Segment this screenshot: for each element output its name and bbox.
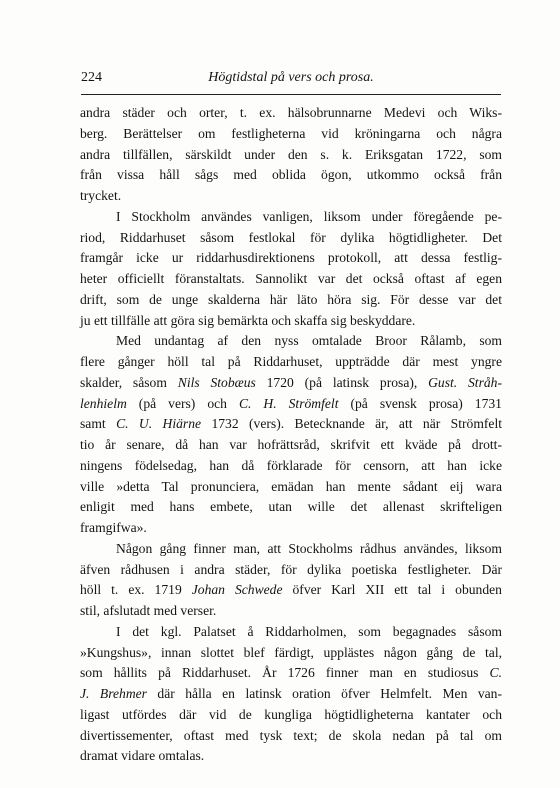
- text-segment: I det kgl. Palatset å Riddarholmen, som begagnades såsom: [116, 623, 502, 639]
- text-line: [80, 663, 502, 684]
- paragraph: [80, 103, 502, 207]
- text-segment: divertissementer, oftast med tysk text; de skola nedan på tal om: [80, 727, 502, 743]
- text-segment: från vissa håll sågs med oblida ögon, utkommo också från: [80, 167, 502, 183]
- text-line: [80, 311, 502, 332]
- text-segment: tio år senare, då han var hofrättsråd, skrifvit ett kväde på drott-: [80, 437, 502, 452]
- text-segment: äfven rådhusen i andra städer, för dylika poetiska festligheter. Där: [80, 561, 502, 577]
- text-segment: öfver Karl XII ett tal i obunden: [282, 582, 502, 598]
- text-segment: stil, afslutadt med verser.: [80, 603, 217, 618]
- text-line: [80, 248, 502, 269]
- text-line: [80, 269, 502, 290]
- text-segment: som hållits på Riddarhuset. År 1726 finner man en studiosus: [80, 665, 490, 681]
- text-segment: berg. Berättelser om festligheterna vid kröningarna och några: [80, 125, 502, 141]
- text-line: [80, 643, 502, 664]
- text-segment: 1732 (vers). Betecknande är, att när Strömfelt: [201, 416, 503, 432]
- text-segment: dramat vidare omtalas.: [80, 748, 205, 764]
- text-line: [80, 352, 502, 373]
- italic-name: C. H. Strömfelt: [238, 395, 339, 411]
- text-segment: trycket.: [80, 188, 122, 203]
- header-rule: [81, 94, 501, 95]
- text-line: [80, 103, 502, 124]
- text-line: [80, 165, 502, 186]
- text-segment: ligast utfördes där vid de kungliga högtidligheterna kantater och: [80, 706, 502, 722]
- paragraph: [80, 539, 502, 622]
- text-segment: framgår icke ur riddarhusdirektionens protokoll, att dessa festlig-: [80, 250, 502, 266]
- text-segment: ju ett tillfälle att göra sig bemärkta och skaffa sig beskyddare.: [80, 312, 416, 328]
- text-segment: I Stockholm användes vanligen, liksom under föregående pe-: [116, 208, 502, 224]
- text-segment: ningens födelsedag, han då förklarade för censorn, att han icke: [80, 457, 502, 473]
- text-line: [80, 456, 502, 477]
- paragraph: [80, 207, 502, 332]
- text-segment: 1720 (på latinsk prosa),: [255, 374, 429, 390]
- text-segment: höll t. ex. 1719: [80, 582, 192, 598]
- italic-name: C. U. Hiärne: [116, 416, 202, 432]
- text-line: [80, 601, 502, 622]
- text-segment: (på vers) och: [126, 395, 239, 411]
- text-line: [80, 414, 502, 435]
- text-line: [80, 705, 502, 726]
- paragraph: [80, 622, 502, 767]
- text-line: [80, 477, 502, 498]
- page-number: 224: [81, 70, 102, 85]
- italic-name: Johan Schwede: [191, 582, 283, 598]
- text-segment: där hålla en latinsk oration öfver Helmfelt. Men van-: [146, 686, 502, 701]
- text-segment: flere gånger höll tal på Riddarhuset, uppträdde där mest yngre: [80, 354, 502, 369]
- running-title: Högtidstal på vers och prosa.: [208, 70, 374, 85]
- text-line: [80, 394, 502, 415]
- body-text: [80, 103, 502, 767]
- text-segment: riod, Riddarhuset såsom festlokal för dylika högtidligheter. Det: [80, 229, 502, 245]
- text-line: [80, 124, 502, 145]
- text-segment: ville »detta Tal pronunciera, emädan han mente sådant eij wara: [80, 478, 502, 494]
- text-line: [80, 228, 502, 249]
- italic-name: lenhielm: [80, 395, 127, 411]
- text-line: [80, 560, 502, 581]
- text-line: [80, 497, 502, 518]
- text-segment: Med undantag af den nyss omtalade Broor Rålamb, som: [116, 333, 502, 349]
- text-segment: framgifwa».: [80, 520, 147, 535]
- text-line: [80, 290, 502, 311]
- page-header: [81, 70, 501, 92]
- text-line: [80, 207, 502, 228]
- italic-name: Nils Stobæus: [177, 374, 256, 390]
- text-segment: drift, som de unge skalderna här läto höra sig. För desse var det: [80, 291, 502, 307]
- text-line: [80, 684, 502, 705]
- text-line: [80, 373, 502, 394]
- text-segment: samt: [80, 416, 117, 432]
- text-line: [80, 746, 502, 767]
- text-line: [80, 331, 502, 352]
- text-line: [80, 145, 502, 166]
- text-line: [80, 186, 502, 207]
- text-line: [80, 580, 502, 601]
- text-line: [80, 539, 502, 560]
- text-line: [80, 435, 502, 456]
- text-segment: andra tillfällen, särskildt under den s. k. Eriksgatan 1722, som: [80, 146, 502, 162]
- paragraph: [80, 331, 502, 539]
- text-line: [80, 726, 502, 747]
- text-segment: »Kungshus», innan slottet blef färdigt, upplästes någon gång de tal,: [80, 644, 502, 660]
- text-segment: skalder, såsom: [80, 374, 178, 390]
- italic-name: J. Brehmer: [80, 686, 147, 701]
- text-line: [80, 518, 502, 539]
- text-segment: enligit med hans embete, utan wille det allenast skrifteligen: [80, 499, 502, 515]
- text-segment: Någon gång finner man, att Stockholms rådhus användes, liksom: [116, 540, 502, 556]
- italic-name: C.: [489, 665, 502, 681]
- text-line: [80, 622, 502, 643]
- text-segment: (på svensk prosa) 1731: [338, 395, 502, 411]
- italic-name: Gust. Stråh-: [428, 374, 502, 390]
- text-segment: andra städer och orter, t. ex. hälsobrunnarne Medevi och Wiks-: [80, 105, 502, 120]
- text-segment: heter officiellt föranstaltats. Sannolikt var det också oftast af egen: [80, 271, 502, 286]
